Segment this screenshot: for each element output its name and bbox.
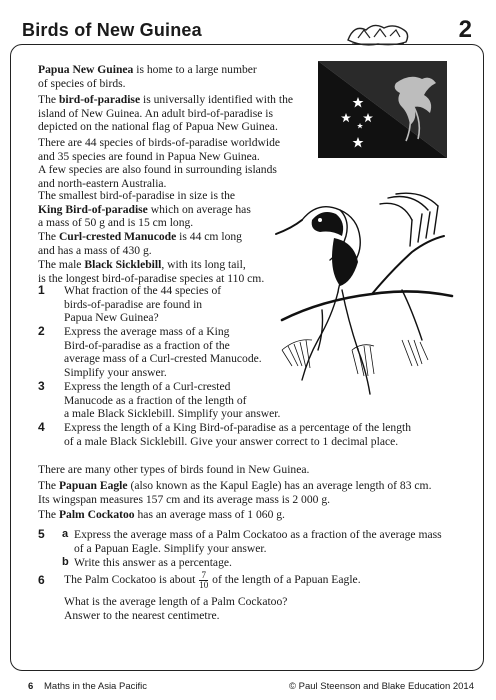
question-number: 4 xyxy=(38,420,45,434)
intro-paragraph-6: The male Black Sicklebill, with its long tail, is the longest bird-of-paradise species at 110 cm. xyxy=(38,258,265,285)
papuan-eagle-paragraph: The Papuan Eagle (also known as the Kapul Eagle) has an average length of 83 cm. Its wingspan measures 157 cm and its average mass is 2 000 g. xyxy=(38,479,432,506)
footer-page-number: 6 xyxy=(28,681,34,692)
part-b-label: b xyxy=(62,556,69,568)
question-2: 2 Express the average mass of a King Bird-of-paradise as a fraction of the average mass of a Curl-crested Manucode. Simplify your answer. xyxy=(38,324,262,379)
intro-paragraph-1: Papua New Guinea is home to a large number of species of birds. xyxy=(38,63,257,90)
intro-paragraph-2: The bird-of-paradise is universally identified with the island of New Guinea. An adult bird-of-paradise is depicted on the national flag of Papua New Guinea. xyxy=(38,93,294,133)
fraction-seven-tenths: $\frac{7}{10}$ xyxy=(199,570,209,590)
question-number: 6 xyxy=(38,573,45,587)
question-5: 5 a Express the average mass of a Palm Cockatoo as a fraction of the average mass of a Papuan Eagle. Simplify your answer. b Write this answer as a percentage. xyxy=(38,527,442,569)
intro-paragraph-4: The smallest bird-of-paradise in size is the King Bird-of-paradise which on average has a mass of 50 g and is 15 cm long. xyxy=(38,189,251,229)
question-4: 4 Express the length of a King Bird-of-paradise as a percentage of the length of a male Black Sicklebill. Give your answer correct to 1 decimal place. xyxy=(38,420,412,448)
question-number: 5 xyxy=(38,527,45,541)
question-1: 1 What fraction of the 44 species of birds-of-paradise are found in Papua New Guinea? xyxy=(38,283,222,324)
eagle-intro: There are many other types of birds found in New Guinea. xyxy=(38,463,310,476)
question-3: 3 Express the length of a Curl-crested Manucode as a fraction of the length of a male Black Sicklebill. Simplify your answer. xyxy=(38,379,281,420)
page-number: 2 xyxy=(458,16,472,43)
bird-of-paradise-illustration xyxy=(262,190,456,402)
png-flag-image xyxy=(318,61,447,158)
intro-paragraph-5: The Curl-crested Manucode is 44 cm long and has a mass of 430 g. xyxy=(38,230,242,257)
part-a-label: a xyxy=(62,528,69,540)
palm-cockatoo-paragraph: The Palm Cockatoo has an average mass of 1 060 g. xyxy=(38,508,285,521)
footer-book-title: Maths in the Asia Pacific xyxy=(44,681,147,692)
question-number: 2 xyxy=(38,324,45,338)
footer-copyright: © Paul Steenson and Blake Education 2014 xyxy=(289,681,474,692)
question-number: 1 xyxy=(38,283,45,297)
intro-paragraph-3: There are 44 species of birds-of-paradise worldwide and 35 species are found in Papua New Guinea. A few species are also found in surrounding islands and north-eastern Australia. xyxy=(38,136,281,190)
question-number: 3 xyxy=(38,379,45,393)
page-title: Birds of New Guinea xyxy=(22,20,202,40)
question-6: 6 The Palm Cockatoo is about $\frac{7}{10}$ of the length of a Papuan Eagle. What is the average length of a Palm Cockatoo? Answer to the nearest centimetre. xyxy=(38,570,361,622)
